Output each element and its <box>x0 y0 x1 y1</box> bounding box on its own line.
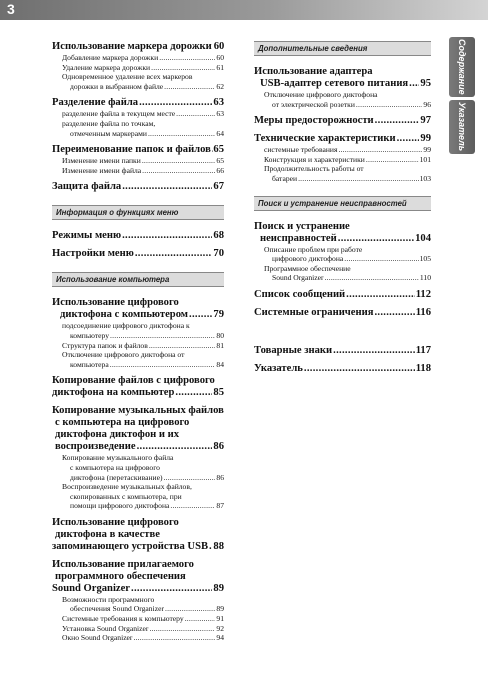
toc-entry[interactable]: Использование цифрового диктофона с компьютером ..... 79 <box>52 297 224 321</box>
toc-entry[interactable]: Настройки меню ..... 70 <box>52 248 224 260</box>
tab-index-label: Указатель <box>457 102 467 152</box>
toc-subentry[interactable]: Одновременное удаление всех маркеров дорожки в выбранном файле ..... 62 <box>62 72 224 91</box>
toc-entry[interactable]: Копирование файлов с цифрового диктофона на компьютер ..... 85 <box>52 375 224 399</box>
toc-right-column <box>254 41 431 375</box>
toc-entry[interactable]: Меры предосторожности ..... 97 <box>254 115 431 127</box>
toc-entry[interactable]: Использование цифрового диктофона в качестве запоминающего устройства USB ..... 88 <box>52 517 224 553</box>
toc-subentry[interactable]: Описание проблем при работе цифрового диктофона ..... 105 <box>264 245 431 264</box>
toc-subentry[interactable]: Изменение имени папки ..... 65 <box>62 156 224 166</box>
toc-entry[interactable]: Использование маркера дорожки 60 <box>52 41 225 52</box>
toc-entry[interactable]: Товарные знаки ..... 117 <box>254 345 431 357</box>
toc-entry[interactable]: Режимы меню ..... 68 <box>52 230 224 242</box>
toc-left-column <box>52 41 224 643</box>
toc-entry[interactable]: Использование адаптера USB-адаптер сетевого питания ..... 95 <box>254 66 431 90</box>
toc-subentry[interactable]: Копирование музыкального файла с компьютера на цифрового диктофона (перетаскивание) ..... 86 <box>62 453 224 482</box>
toc-entry[interactable]: Разделение файла ..... 63 <box>52 97 224 109</box>
toc-subentry[interactable]: Воспроизведение музыкальных файлов, скопированных с компьютера, при помощи цифрового диктофона ..... 87 <box>62 482 224 511</box>
toc-entry[interactable]: Использование прилагаемого программного обеспечения Sound Organizer ..... 89 <box>52 559 224 595</box>
section-header: Информация о функциях меню <box>52 205 224 220</box>
page-number: 3 <box>7 1 15 17</box>
toc-subentry[interactable]: Отключение цифрового диктофона от электрической розетки ..... 96 <box>264 90 431 109</box>
toc-entry[interactable]: Защита файла ..... 67 <box>52 181 224 193</box>
toc-subentry[interactable]: разделение файла по точкам, отмеченным маркерами ..... 64 <box>62 119 224 138</box>
toc-subentry[interactable]: Удаление маркера дорожки ..... 61 <box>62 63 224 73</box>
tab-contents[interactable] <box>449 37 475 97</box>
tab-contents-label: Содержание <box>457 39 467 95</box>
toc-entry[interactable]: Копирование музыкальных файлов с компьютера на цифрового диктофона диктофон и их воспроизведение ..... 86 <box>52 405 224 453</box>
toc-subentry[interactable]: системные требования ..... 99 <box>264 145 431 155</box>
toc-subentry[interactable]: Структура папок и файлов ..... 81 <box>62 341 224 351</box>
toc-entry[interactable]: Технические характеристики ..... 99 <box>254 133 431 145</box>
section-header: Использование компьютера <box>52 272 224 287</box>
section-header: Поиск и устранение неисправностей <box>254 196 431 211</box>
toc-subentry[interactable]: Возможности программного обеспечения Sound Organizer ..... 89 <box>62 595 224 614</box>
toc-subentry[interactable]: Добавление маркера дорожки ..... 60 <box>62 53 224 63</box>
toc-entry[interactable]: Переименование папок и файлов ..... 65 <box>52 144 224 156</box>
toc-entry[interactable]: Список сообщений ..... 112 <box>254 289 431 301</box>
toc-subentry[interactable]: Системные требования к компьютеру ..... 91 <box>62 614 224 624</box>
toc-subentry[interactable]: Установка Sound Organizer ..... 92 <box>62 624 224 634</box>
tab-index[interactable] <box>449 100 475 154</box>
toc-subentry[interactable]: Конструкция и характеристики ..... 101 <box>264 155 431 165</box>
toc-subentry[interactable]: подсоединение цифрового диктофона к компьютеру ..... 80 <box>62 321 224 340</box>
toc-subentry[interactable]: Продолжительность работы от батареи ..... 103 <box>264 164 431 183</box>
toc-subentry[interactable]: Программное обеспечение Sound Organizer ..... 110 <box>264 264 431 283</box>
toc-subentry[interactable]: разделение файла в текущем месте ..... 63 <box>62 109 224 119</box>
toc-entry[interactable]: Системные ограничения ..... 116 <box>254 307 431 319</box>
toc-subentry[interactable]: Изменение имени файла ..... 66 <box>62 166 224 176</box>
toc-subentry[interactable]: Окно Sound Organizer ..... 94 <box>62 633 224 643</box>
toc-subentry[interactable]: Отключение цифрового диктофона от компьютера ..... 84 <box>62 350 224 369</box>
section-header: Дополнительные сведения <box>254 41 431 56</box>
top-bar <box>0 0 488 20</box>
toc-entry[interactable]: Поиск и устранение неисправностей ..... 104 <box>254 221 431 245</box>
toc-entry[interactable]: Указатель ..... 118 <box>254 363 431 375</box>
